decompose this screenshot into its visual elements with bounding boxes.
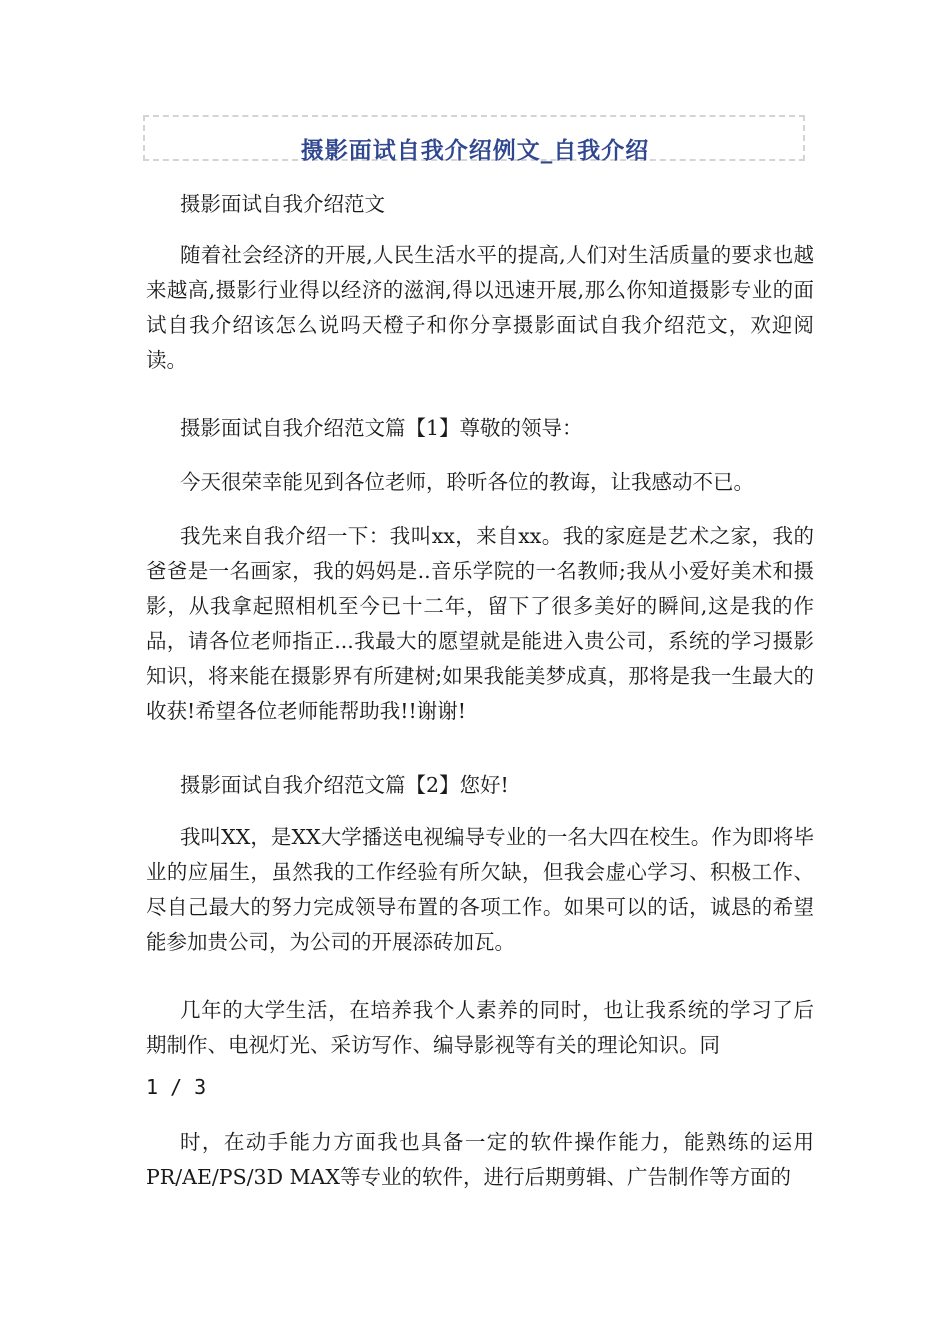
paragraph-college: 几年的大学生活，在培养我个人素养的同时，也让我系统的学习了后期制作、电视灯光、采访写作、编导影视等有关的理论知识。同 (146, 998, 814, 1057)
paragraph-skills: 时，在动手能力方面我也具备一定的软件操作能力，能熟练的运用PR/AE/PS/3D MAX等专业的软件，进行后期剪辑、广告制作等方面的 (146, 1130, 814, 1189)
page-number: 1 / 3 (146, 1075, 207, 1099)
paragraph-heading-1: 摄影面试自我介绍范文篇【1】尊敬的领导： (180, 416, 583, 440)
paragraph-greeting: 今天很荣幸能见到各位老师，聆听各位的教诲，让我感动不已。 (180, 470, 754, 494)
paragraph-intro: 随着社会经济的开展,人民生活水平的提高,人们对生活质量的要求也越来越高,摄影行业得以经济的滋润,得以迅速开展,那么你知道摄影专业的面试自我介绍该怎么说吗天橙子和你分享摄影面试自我介绍范文，欢迎阅读。 (146, 243, 814, 372)
paragraph-subtitle: 摄影面试自我介绍范文 (180, 192, 385, 216)
paragraph-self-intro-1: 我先来自我介绍一下：我叫xx，来自xx。我的家庭是艺术之家，我的爸爸是一名画家，我的妈妈是..音乐学院的一名教师;我从小爱好美术和摄影，从我拿起照相机至今已十二年，留下了很多美好的瞬间,这是我的作品，请各位老师指正...我最大的愿望就是能进入贵公司，系统的学习摄影知识，将来能在摄影界有所建树;如果我能美梦成真，那将是我一生最大的收获!希望各位老师能帮助我!!谢谢! (146, 524, 814, 723)
paragraph-heading-2: 摄影面试自我介绍范文篇【2】您好! (180, 773, 509, 797)
paragraph-self-intro-2: 我叫XX，是XX大学播送电视编导专业的一名大四在校生。作为即将毕业的应届生，虽然我的工作经验有所欠缺，但我会虚心学习、积极工作、尽自己最大的努力完成领导布置的各项工作。如果可以的话，诚恳的希望能参加贵公司，为公司的开展添砖加瓦。 (146, 825, 814, 954)
page-title: 摄影面试自我介绍例文_自我介绍 (300, 138, 650, 164)
